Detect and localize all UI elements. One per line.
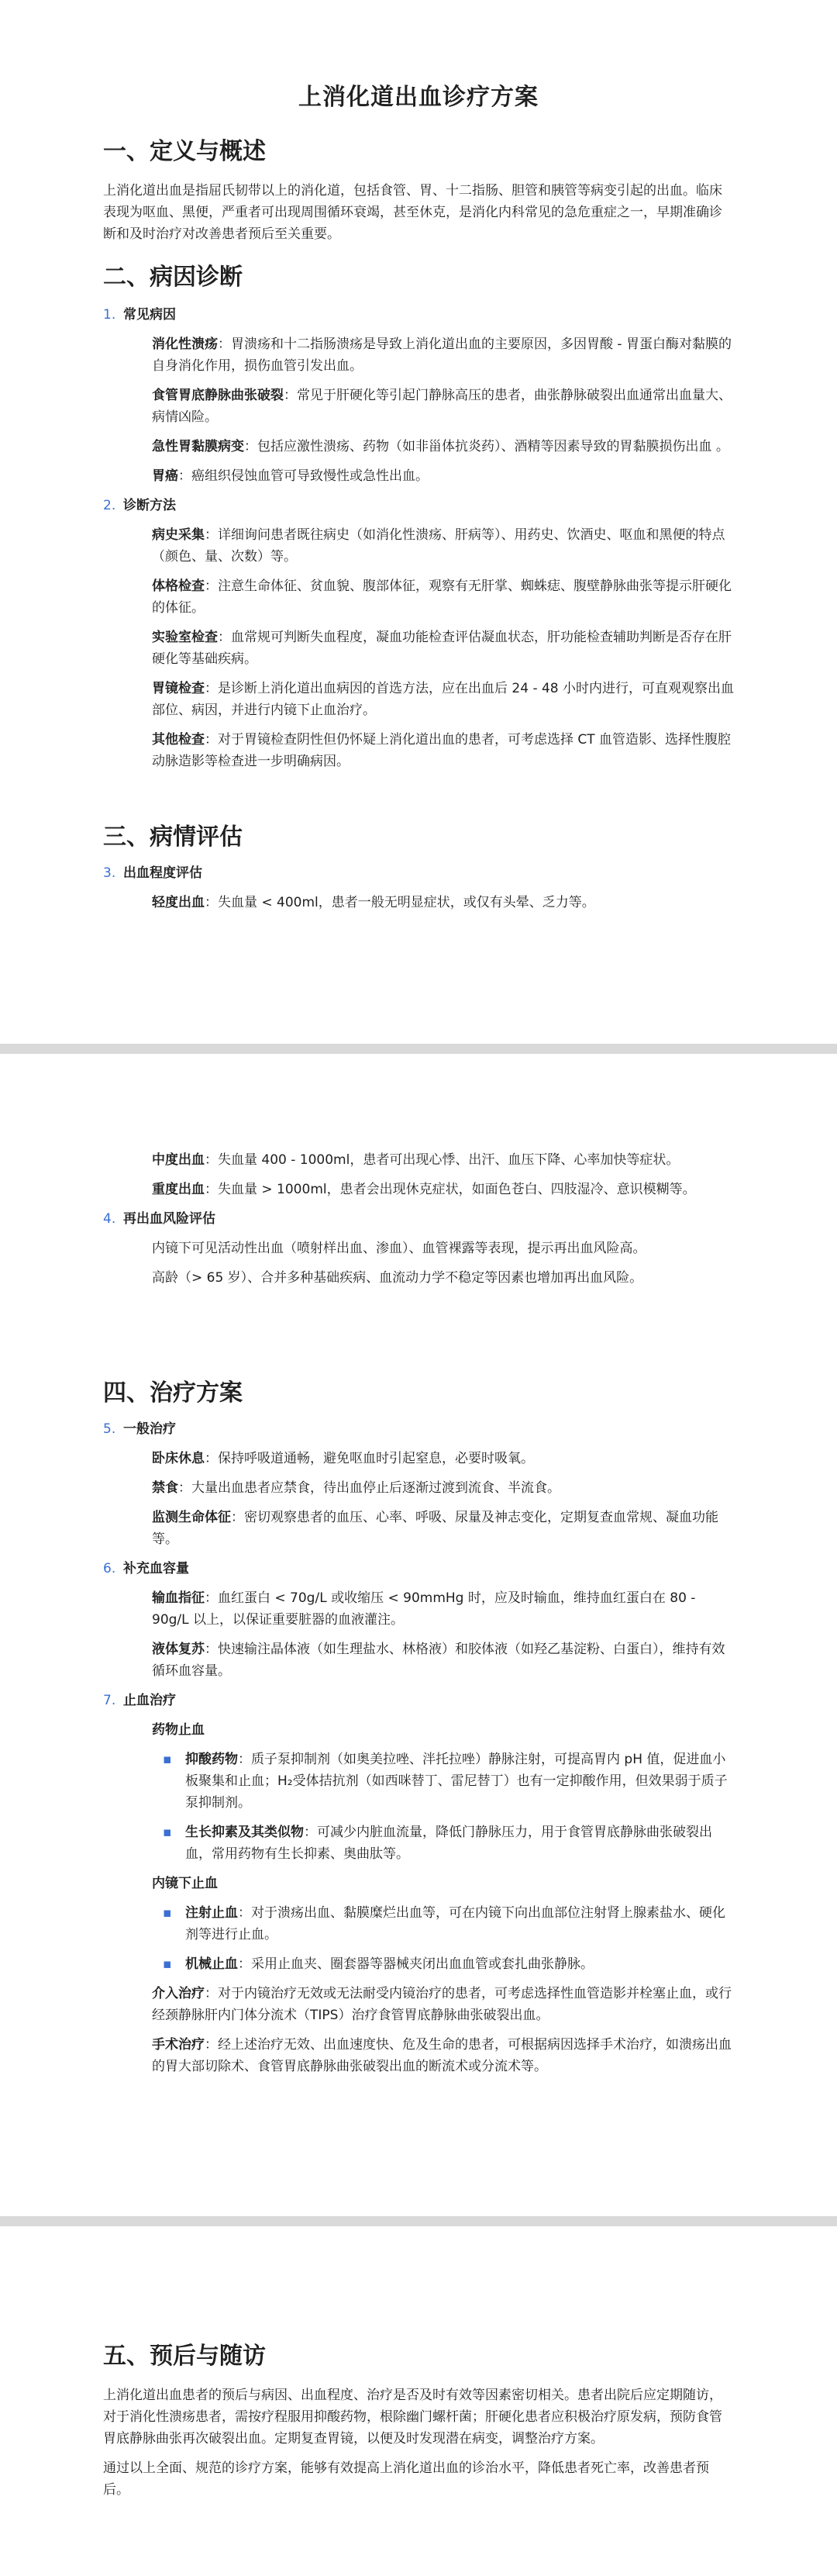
item-label: 诊断方法: [123, 498, 176, 513]
entry: 胃癌：癌组织侵蚀血管可导致慢性或急性出血。: [152, 468, 429, 484]
list-item: ▪ 注射止血：对于溃疡出血、黏膜糜烂出血等，可在内镜下向出血部位注射肾上腺素盐水、硬化剂等进行止血。: [152, 1902, 734, 1946]
item-number: 4.: [103, 1211, 116, 1227]
entry: 卧床休息：保持呼吸道通畅，避免呕血时引起窒息，必要时吸氧。: [152, 1451, 534, 1466]
entry: 输血指征：血红蛋白 < 70g/L 或收缩压 < 90mmHg 时，应及时输血，维持血红蛋白在 80 - 90g/L 以上，以保证重要脏器的血液灌注。: [152, 1590, 696, 1628]
entry: 监测生命体征：密切观察患者的血压、心率、呼吸、尿量及神志变化，定期复查血常规、凝血功能等。: [152, 1510, 718, 1547]
entry: 急性胃黏膜病变：包括应激性溃疡、药物（如非甾体抗炎药）、酒精等因素导致的胃黏膜损伤出血 。: [152, 439, 729, 454]
entry: 液体复苏：快速输注晶体液（如生理盐水、林格液）和胶体液（如羟乙基淀粉、白蛋白），维持有效循环血容量。: [152, 1642, 725, 1679]
numbered-item: [103, 1690, 734, 1711]
numbered-item: [103, 1418, 734, 1440]
subheading: 药物止血: [152, 1722, 205, 1738]
bullet-dot-icon: ▪: [163, 1752, 172, 1767]
item-number: 5.: [103, 1421, 116, 1437]
item-label: 出血程度评估: [123, 865, 202, 881]
item-label: 常见病因: [123, 307, 176, 323]
section-heading: 一、定义与概述: [103, 138, 266, 165]
entry: 食管胃底静脉曲张破裂：常见于肝硬化等引起门静脉高压的患者，曲张静脉破裂出血通常出血量大、病情凶险。: [152, 388, 732, 425]
item-label: 补充血容量: [123, 1561, 189, 1576]
item-number: 3.: [103, 865, 116, 881]
numbered-item: [103, 1558, 734, 1580]
list-item: ▪ 机械止血：采用止血夹、圈套器等器械夹闭出血血管或套扎曲张静脉。: [152, 1953, 734, 1975]
section-definition: [103, 136, 734, 245]
item-number: 2.: [103, 498, 116, 513]
entry: 消化性溃疡：胃溃疡和十二指肠溃疡是导致上消化道出血的主要原因，多因胃酸 - 胃蛋白酶对黏膜的自身消化作用，损伤血管引发出血。: [152, 337, 732, 374]
section-assessment-cont: [103, 1149, 734, 1289]
item-number: 1.: [103, 307, 116, 323]
entry: 轻度出血：失血量 < 400ml，患者一般无明显症状，或仅有头晕、乏力等。: [152, 895, 595, 910]
section-heading: 三、病情评估: [103, 824, 243, 851]
section-etiology: [103, 262, 734, 772]
paragraph: 高龄（> 65 岁）、合并多种基础疾病、血流动力学不稳定等因素也增加再出血风险。: [152, 1270, 643, 1286]
entry: 禁食：大量出血患者应禁食，待出血停止后逐渐过渡到流食、半流食。: [152, 1480, 560, 1496]
bullet-dot-icon: ▪: [163, 1956, 172, 1972]
document-page-2: [0, 1054, 837, 2216]
entry: 体格检查：注意生命体征、贫血貌、腹部体征，观察有无肝掌、蜘蛛痣、腹壁静脉曲张等提示肝硬化的体征。: [152, 578, 732, 616]
entry: 胃镜检查：是诊断上消化道出血病因的首选方法，应在出血后 24 - 48 小时内进行，可直观观察出血部位、病因，并进行内镜下止血治疗。: [152, 681, 735, 718]
section-paragraph: 上消化道出血是指屈氏韧带以上的消化道，包括食管、胃、十二指肠、胆管和胰管等病变引起的出血。临床表现为呕血、黑便，严重者可出现周围循环衰竭，甚至休克，是消化内科常见的急危重症之一，早期准确诊断和及时治疗对改善患者预后至关重要。: [103, 183, 722, 242]
section-assessment: [103, 822, 734, 913]
subheading: 内镜下止血: [152, 1876, 218, 1891]
bullet-list: [103, 1749, 734, 1865]
section-heading: 五、预后与随访: [103, 2343, 266, 2370]
list-item: ▪ 抑酸药物：质子泵抑制剂（如奥美拉唑、泮托拉唑）静脉注射，可提高胃内 pH 值，促进血小板聚集和止血；H₂受体拮抗剂（如西咪替丁、雷尼替丁）也有一定抑酸作用，但效果弱于质子泵抑制剂。: [152, 1749, 734, 1814]
item-number: 6.: [103, 1561, 116, 1576]
numbered-item: [103, 304, 734, 326]
bullet-dot-icon: ▪: [163, 1905, 172, 1921]
entry: 病史采集：详细询问患者既往病史（如消化性溃疡、肝病等）、用药史、饮酒史、呕血和黑便的特点（颜色、量、次数）等。: [152, 527, 725, 565]
document-page-3: [0, 2226, 837, 2576]
numbered-item: [103, 495, 734, 516]
paragraph: 内镜下可见活动性出血（喷射样出血、渗血）、血管裸露等表现，提示再出血风险高。: [152, 1241, 646, 1256]
bullet-list: [103, 1902, 734, 1975]
item-label: 一般治疗: [123, 1421, 176, 1437]
section-paragraph: 通过以上全面、规范的诊疗方案，能够有效提高上消化道出血的诊治水平，降低患者死亡率，改善患者预后。: [103, 2460, 709, 2498]
page-separator: [0, 1044, 837, 1054]
list-item: ▪ 生长抑素及其类似物：可减少内脏血流量，降低门静脉压力，用于食管胃底静脉曲张破裂出血，常用药物有生长抑素、奥曲肽等。: [152, 1822, 734, 1865]
entry: 实验室检查：血常规可判断失血程度，凝血功能检查评估凝血状态，肝功能检查辅助判断是否存在肝硬化等基础疾病。: [152, 630, 732, 667]
entry: 其他检查：对于胃镜检查阴性但仍怀疑上消化道出血的患者，可考虑选择 CT 血管造影、选择性腹腔动脉造影等检查进一步明确病因。: [152, 732, 732, 769]
entry: 手术治疗：经上述治疗无效、出血速度快、危及生命的患者，可根据病因选择手术治疗，如溃疡出血的胃大部切除术、食管胃底静脉曲张破裂出血的断流术或分流术等。: [152, 2037, 732, 2074]
numbered-item: [103, 862, 734, 884]
item-label: 止血治疗: [123, 1693, 176, 1708]
document-title: 上消化道出血诊疗方案: [298, 84, 539, 111]
section-prognosis: [103, 2341, 734, 2501]
item-number: 7.: [103, 1693, 116, 1708]
entry: 重度出血：失血量 > 1000ml，患者会出现休克症状，如面色苍白、四肢湿冷、意识模糊等。: [152, 1182, 696, 1197]
section-paragraph: 上消化道出血患者的预后与病因、出血程度、治疗是否及时有效等因素密切相关。患者出院后应定期随访，对于消化性溃疡患者，需按疗程服用抑酸药物，根除幽门螺杆菌；肝硬化患者应积极治疗原发病，预防食管胃底静脉曲张再次破裂出血。定期复查胃镜，以便及时发现潜在病变，调整治疗方案。: [103, 2388, 722, 2447]
entry: 中度出血：失血量 400 - 1000ml，患者可出现心悸、出汗、血压下降、心率加快等症状。: [152, 1152, 680, 1168]
document-page-1: [0, 0, 837, 1044]
section-heading: 四、治疗方案: [103, 1380, 243, 1407]
entry: 介入治疗：对于内镜治疗无效或无法耐受内镜治疗的患者，可考虑选择性血管造影并栓塞止血，或行经颈静脉肝内门体分流术（TIPS）治疗食管胃底静脉曲张破裂出血。: [152, 1986, 732, 2023]
bullet-dot-icon: ▪: [163, 1825, 172, 1840]
item-label: 再出血风险评估: [123, 1211, 215, 1227]
page-separator: [0, 2216, 837, 2226]
numbered-item: [103, 1208, 734, 1230]
section-heading: 二、病因诊断: [103, 264, 243, 291]
section-treatment: [103, 1378, 734, 2077]
